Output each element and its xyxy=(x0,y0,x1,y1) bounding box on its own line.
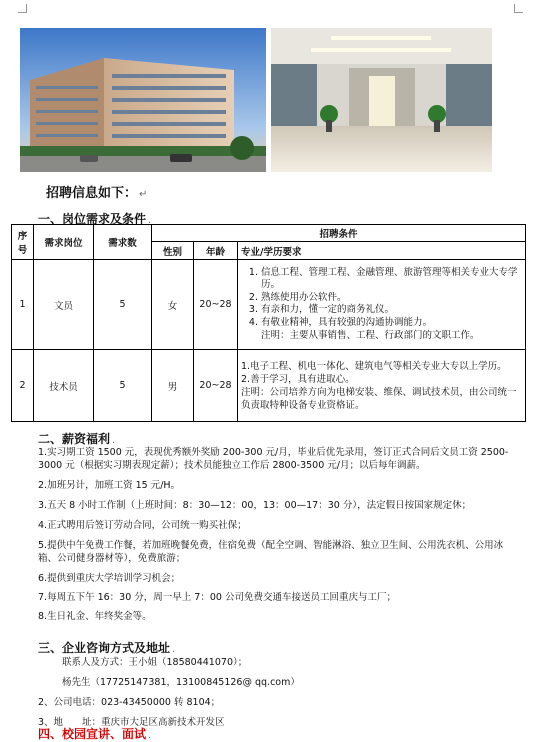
row-no: 2 xyxy=(12,350,34,422)
benefit-item: 3.五天 8 小时工作制（上班时间：8：30—12：00，13：00—17：30 分），法定假日按国家规定休； xyxy=(38,500,472,511)
row-position: 技术员 xyxy=(34,350,94,422)
section-campus-title: 四、校园宣讲、面试 . xyxy=(38,727,152,741)
col-gender-header: 性别 xyxy=(152,242,194,260)
requirement-note: 注明：公司培养方向为电梯安装、维保、调试技术员，由公司统一负责取特种设备专业资格证。 xyxy=(241,386,517,411)
col-conditions-header: 招聘条件 xyxy=(152,225,526,242)
benefit-item: 5.提供中午免费工作餐，若加班晚餐免费，住宿免费（配全空调、智能淋浴、独立卫生间、公用洗衣机、公用冰箱、公司健身器材等），免费旅游； xyxy=(38,540,504,564)
col-count-header: 需求数 xyxy=(94,225,152,260)
office-lobby-photo xyxy=(271,28,492,172)
contact-person-2: 杨先生（17725147381，13100845126@ qq.com） xyxy=(62,677,300,688)
col-age-header: 年龄 xyxy=(194,242,238,260)
requirement-item: 3. 有亲和力，懂一定的商务礼仪。 xyxy=(261,304,522,317)
row-position: 文员 xyxy=(34,260,94,350)
benefit-item: 8.生日礼金、年终奖金等。 xyxy=(38,611,152,622)
row-gender: 女 xyxy=(152,260,194,350)
section-requirements-title: 一、岗位需求及条件 . xyxy=(38,212,152,226)
company-phone: 2、公司电话：023-43450000 转 8104； xyxy=(38,697,221,708)
table-header-row xyxy=(12,225,526,242)
table-row xyxy=(12,350,526,422)
requirement-item: 1. 信息工程、管理工程、金融管理、旅游管理等相关专业大专学历。 xyxy=(261,267,522,292)
row-requirements xyxy=(238,260,526,350)
benefit-item: 4.正式聘用后签订劳动合同，公司统一购买社保； xyxy=(38,520,247,531)
recruitment-heading: 招聘信息如下： ↵ xyxy=(46,186,148,201)
row-age: 20~28 xyxy=(194,350,238,422)
row-no: 1 xyxy=(12,260,34,350)
col-major-header: 专业/学历要求 xyxy=(238,242,526,260)
requirement-item: 2. 熟练使用办公软件。 xyxy=(261,292,522,305)
row-age: 20~28 xyxy=(194,260,238,350)
col-no-header: 序号 xyxy=(12,225,34,260)
section-contact-title: 三、企业咨询方式及地址 . xyxy=(38,641,176,655)
company-address: 3、地 址：重庆市大足区高新技术开发区 xyxy=(38,717,225,728)
requirement-note: 注明：主要从事销售、工程、行政部门的文职工作。 xyxy=(261,330,480,342)
row-count: 5 xyxy=(94,260,152,350)
benefit-item: 7.每周五下午 16：30 分，周一早上 7：00 公司免费交通车接送员工回重庆与工厂； xyxy=(38,592,396,603)
row-count: 5 xyxy=(94,350,152,422)
table-row xyxy=(12,260,526,350)
contact-person-1: 联系人及方式：王小姐（18580441070）； xyxy=(62,657,248,668)
requirements-table xyxy=(11,224,526,422)
col-position-header: 需求岗位 xyxy=(34,225,94,260)
row-requirements xyxy=(238,350,526,422)
benefit-item: 2.加班另计，加班工资 15 元/H。 xyxy=(38,480,181,491)
page-corner-mark-left xyxy=(18,4,27,13)
contact-block xyxy=(38,655,518,731)
row-gender: 男 xyxy=(152,350,194,422)
section-benefits-title: 二、薪资福利 . xyxy=(38,432,116,446)
requirement-item: 4. 有敬业精神，具有较强的沟通协调能力。 xyxy=(261,317,522,330)
office-building-photo xyxy=(20,28,266,172)
benefit-item: 1.实习期工资 1500 元，表现优秀额外奖励 200-300 元/月，毕业后优先录用，签订正式合同后文员工资 2500-3000 元（根据实习期表现定薪）；技术员能独立工作后 2800-3500 元/月；以后每年调薪。 xyxy=(38,447,509,471)
requirement-line: 2.善于学习，具有进取心。 xyxy=(241,373,355,385)
benefit-item: 6.提供到重庆大学培训学习机会； xyxy=(38,573,181,584)
page-corner-mark-right xyxy=(514,4,523,13)
requirement-line: 1.电子工程、机电一体化、建筑电气等相关专业大专以上学历。 xyxy=(241,360,507,372)
benefits-list xyxy=(38,446,518,625)
